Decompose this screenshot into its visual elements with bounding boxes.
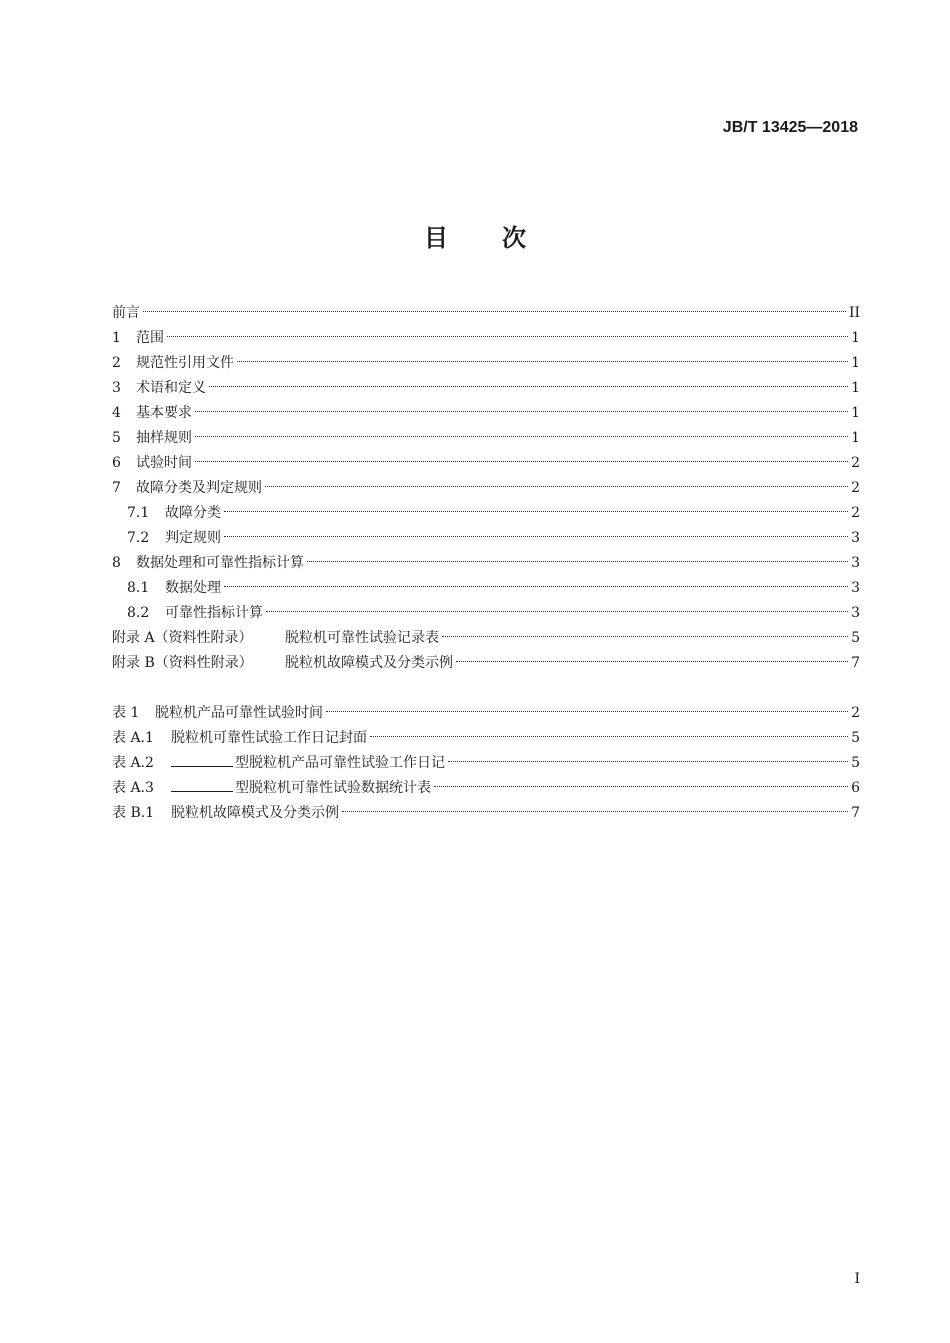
toc-page: 1 [851, 330, 860, 346]
table-page: 5 [851, 755, 860, 771]
toc-number: 8.1 [127, 580, 150, 596]
toc-label: 脱粒机可靠性试验记录表 [285, 630, 439, 646]
table-label: 型脱粒机可靠性试验数据统计表 [235, 780, 431, 796]
toc-entry-4[interactable] [112, 401, 860, 426]
toc-label: 抽样规则 [136, 430, 192, 446]
dot-leader [237, 361, 848, 362]
page-title-char-2: 次 [502, 224, 526, 252]
dot-leader [224, 511, 848, 512]
toc-entry-8-2[interactable] [112, 601, 860, 626]
toc-page: 7 [851, 655, 860, 671]
table-entry-a1[interactable] [112, 726, 860, 751]
toc-page: 1 [851, 355, 860, 371]
toc-entry-8[interactable] [112, 551, 860, 576]
toc-number: 7 [112, 480, 121, 496]
dot-leader [195, 436, 848, 437]
toc-number: 附录 A（资料性附录） [112, 630, 253, 646]
dot-leader [434, 786, 848, 787]
toc-label: 规范性引用文件 [136, 355, 234, 371]
toc-number: 7.2 [127, 530, 150, 546]
toc-page: 5 [851, 630, 860, 646]
toc-label: 术语和定义 [136, 380, 206, 396]
toc-number: 7.1 [127, 505, 150, 521]
dot-leader [224, 536, 848, 537]
toc-page: 1 [851, 405, 860, 421]
dot-leader [195, 461, 848, 462]
toc-entry-5[interactable] [112, 426, 860, 451]
toc-page: 3 [851, 530, 860, 546]
dot-leader [224, 586, 848, 587]
toc-number: 附录 B（资料性附录） [112, 655, 253, 671]
table-label: 脱粒机产品可靠性试验时间 [155, 705, 323, 721]
table-number: 表 A.2 [112, 755, 154, 771]
dot-leader [342, 811, 848, 812]
dot-leader [265, 486, 848, 487]
toc-page: 2 [851, 505, 860, 521]
toc-entry-1[interactable] [112, 326, 860, 351]
dot-leader [167, 336, 848, 337]
toc-label: 脱粒机故障模式及分类示例 [285, 655, 453, 671]
toc-entry-7-2[interactable] [112, 526, 860, 551]
dot-leader [448, 761, 848, 762]
table-of-contents [112, 301, 860, 826]
table-label: 脱粒机可靠性试验工作日记封面 [171, 730, 367, 746]
toc-page: 3 [851, 580, 860, 596]
toc-page: 2 [851, 480, 860, 496]
table-page: 5 [851, 730, 860, 746]
toc-label: 范围 [136, 330, 164, 346]
toc-number: 3 [112, 380, 121, 396]
toc-entry-7-1[interactable] [112, 501, 860, 526]
dot-leader [266, 611, 848, 612]
table-entry-b1[interactable] [112, 801, 860, 826]
toc-number: 2 [112, 355, 121, 371]
dot-leader [209, 386, 848, 387]
toc-number: 8.2 [127, 605, 150, 621]
toc-number: 4 [112, 405, 121, 421]
toc-label: 数据处理和可靠性指标计算 [136, 555, 304, 571]
toc-label: 数据处理 [165, 580, 221, 596]
dot-leader [307, 561, 848, 562]
toc-entry-appendix-b[interactable] [112, 651, 860, 676]
page-number: I [854, 1271, 860, 1287]
table-number: 表 B.1 [112, 805, 155, 821]
toc-entry-6[interactable] [112, 451, 860, 476]
toc-number: 6 [112, 455, 121, 471]
toc-entry-7[interactable] [112, 476, 860, 501]
table-entry-a2[interactable] [112, 751, 860, 776]
toc-page: II [848, 305, 860, 321]
toc-page: 3 [851, 605, 860, 621]
toc-label: 故障分类及判定规则 [136, 480, 262, 496]
table-number: 表 1 [112, 705, 140, 721]
toc-page: 1 [851, 380, 860, 396]
document-code: JB/T 13425—2018 [722, 119, 858, 136]
toc-entry-foreword[interactable] [112, 301, 860, 326]
dot-leader [195, 411, 848, 412]
table-entry-a3[interactable] [112, 776, 860, 801]
table-entry-1[interactable] [112, 701, 860, 726]
toc-label: 基本要求 [136, 405, 192, 421]
dot-leader [442, 636, 848, 637]
toc-label: 故障分类 [165, 505, 221, 521]
toc-page: 1 [851, 430, 860, 446]
page-title [0, 218, 950, 253]
toc-page: 3 [851, 555, 860, 571]
table-page: 6 [851, 780, 860, 796]
blank-line [171, 776, 233, 792]
blank-line [171, 751, 233, 767]
table-number: 表 A.3 [112, 780, 154, 796]
dot-leader [370, 736, 848, 737]
toc-label: 试验时间 [136, 455, 192, 471]
toc-label: 可靠性指标计算 [165, 605, 263, 621]
table-number: 表 A.1 [112, 730, 154, 746]
toc-number: 5 [112, 430, 121, 446]
dot-leader [326, 711, 848, 712]
toc-number: 1 [112, 330, 121, 346]
toc-entry-8-1[interactable] [112, 576, 860, 601]
table-page: 7 [851, 805, 860, 821]
dot-leader [456, 661, 848, 662]
toc-number: 8 [112, 555, 121, 571]
table-label: 脱粒机故障模式及分类示例 [171, 805, 339, 821]
toc-entry-appendix-a[interactable] [112, 626, 860, 651]
toc-entry-2[interactable] [112, 351, 860, 376]
table-label: 型脱粒机产品可靠性试验工作日记 [235, 755, 445, 771]
dot-leader [143, 311, 846, 312]
toc-entry-3[interactable] [112, 376, 860, 401]
page-title-char-1: 目 [424, 224, 448, 252]
table-page: 2 [851, 705, 860, 721]
toc-page: 2 [851, 455, 860, 471]
toc-label: 判定规则 [165, 530, 221, 546]
toc-label: 前言 [112, 305, 140, 321]
